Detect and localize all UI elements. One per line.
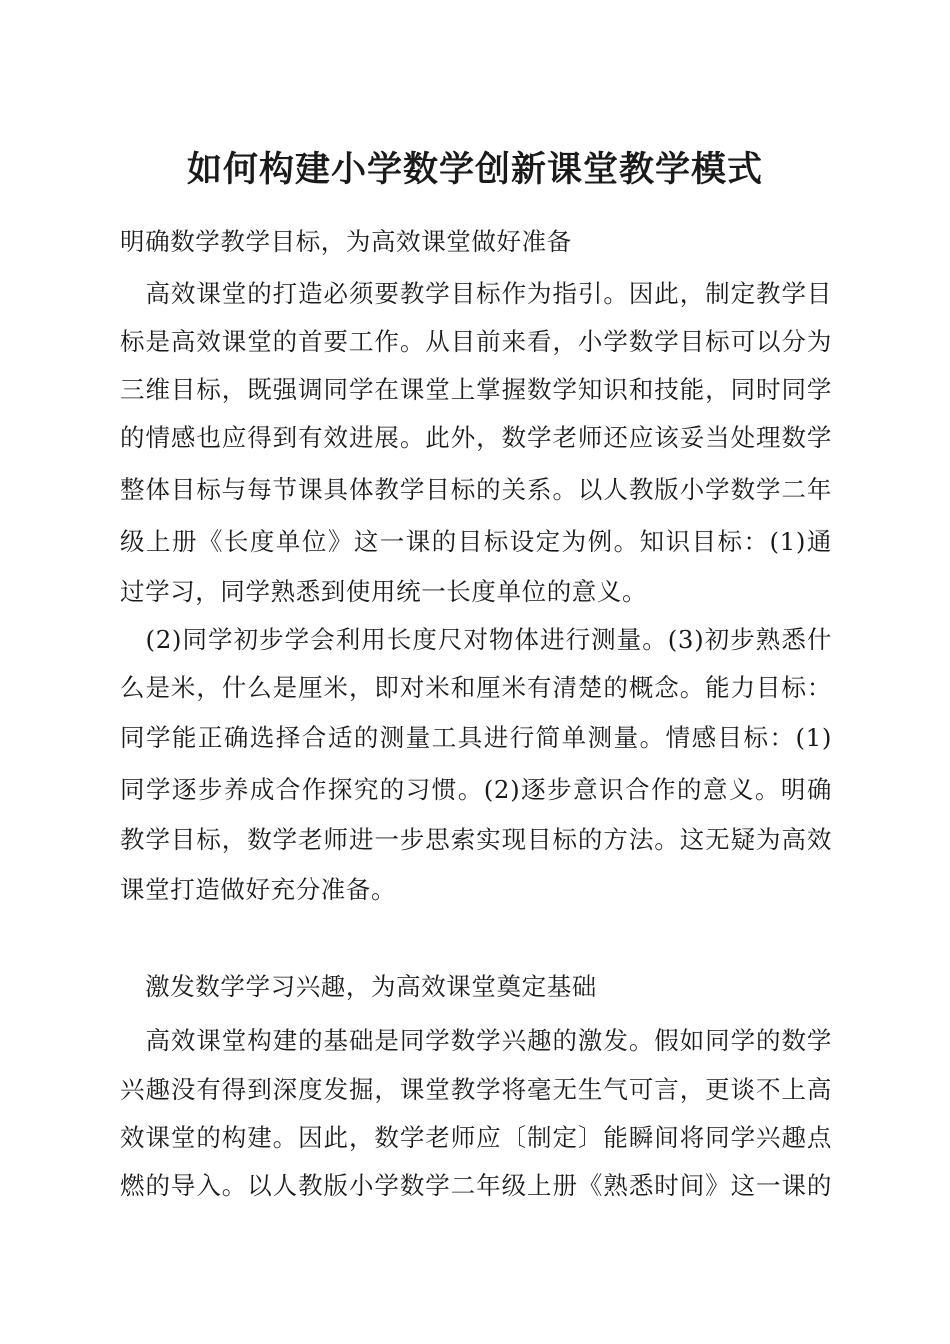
paragraph-line: 同学能正确选择合适的测量工具进行简单测量。情感目标：(1) [120, 723, 832, 752]
paragraph-line: 课堂打造做好充分准备。 [120, 875, 397, 904]
section-heading-1: 明确数学教学目标，为高效课堂做好准备 [120, 227, 572, 256]
document-title: 如何构建小学数学创新课堂教学模式 [186, 150, 763, 190]
paragraph-line: 燃的导入。以人教版小学数学二年级上册《熟悉时间》这一课的 [120, 1171, 832, 1200]
paragraph-line: 兴趣没有得到深度发掘，课堂教学将毫无生气可言，更谈不上高 [120, 1075, 832, 1104]
section-heading-2: 激发数学学习兴趣，为高效课堂奠定基础 [120, 972, 597, 1001]
paragraph-line: 的情感也应得到有效进展。此外，数学老师还应该妥当处理数学 [120, 423, 832, 452]
paragraph-line: 高效课堂的打造必须要教学目标作为指引。因此，制定教学目 [120, 279, 832, 308]
paragraph-line: 效课堂的构建。因此，数学老师应〔制定〕能瞬间将同学兴趣点 [120, 1123, 832, 1152]
paragraph-line: 过学习，同学熟悉到使用统一长度单位的意义。 [120, 577, 648, 606]
paragraph-line: 同学逐步养成合作探究的习惯。(2)逐步意识合作的意义。明确 [120, 775, 832, 804]
paragraph-line: 教学目标，数学老师进一步思索实现目标的方法。这无疑为高效 [120, 825, 832, 854]
paragraph-line: 么是米，什么是厘米，即对米和厘米有清楚的概念。能力目标： [120, 673, 832, 702]
paragraph-line: 级上册《长度单位》这一课的目标设定为例。知识目标：(1)通 [120, 527, 832, 556]
paragraph-line: (2)同学初步学会利用长度尺对物体进行测量。(3)初步熟悉什 [120, 625, 832, 654]
paragraph-line: 三维目标，既强调同学在课堂上掌握数学知识和技能，同时同学 [120, 375, 832, 404]
paragraph-line: 高效课堂构建的基础是同学数学兴趣的激发。假如同学的数学 [120, 1026, 832, 1055]
paragraph-line: 整体目标与每节课具体教学目标的关系。以人教版小学数学二年 [120, 475, 832, 504]
paragraph-line: 标是高效课堂的首要工作。从目前来看，小学数学目标可以分为 [120, 327, 832, 356]
